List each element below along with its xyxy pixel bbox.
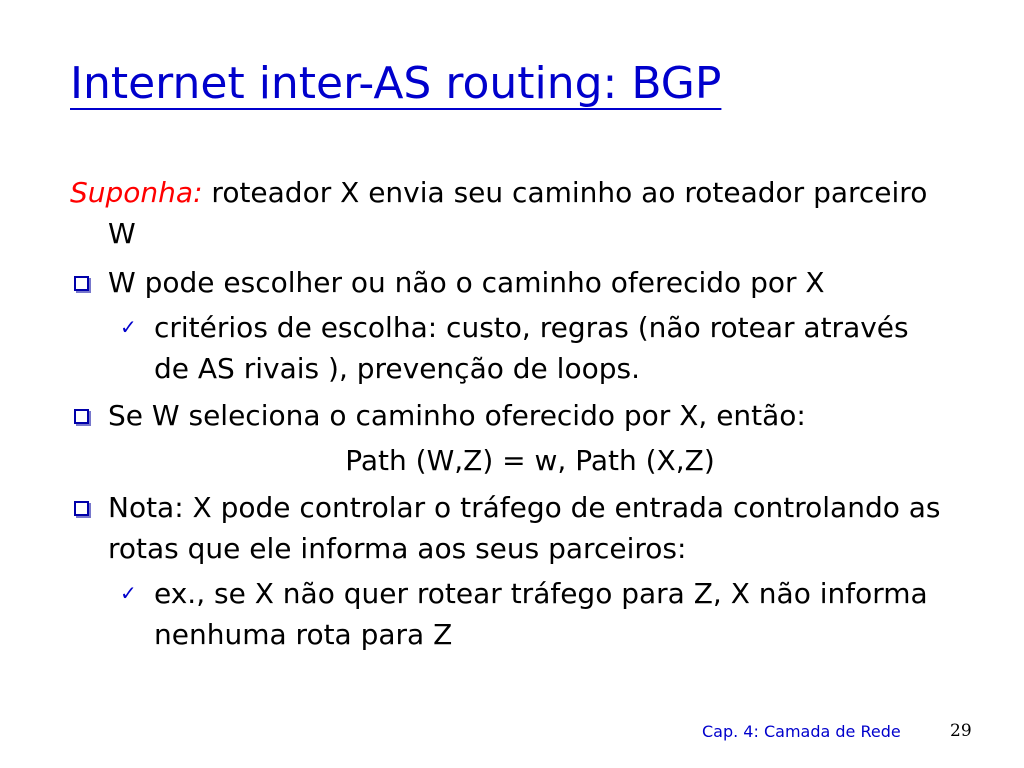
intro-text: roteador X envia seu caminho ao roteador parceiro W	[108, 176, 928, 250]
sub-bullet-item	[70, 573, 950, 655]
sub-bullet-text: ex., se X não quer rotear tráfego para Z, X não informa nenhuma rota para Z	[154, 577, 928, 651]
slide-title: Internet inter-AS routing: BGP	[70, 58, 722, 109]
square-bullet-icon	[74, 276, 89, 291]
checkmark-icon: ✓	[120, 315, 137, 339]
sub-bullet-text: critérios de escolha: custo, regras (não rotear através de AS rivais ), prevenção de loops.	[154, 311, 909, 385]
bullet-text: W pode escolher ou não o caminho oferecido por X	[108, 266, 825, 299]
bullet-item	[70, 262, 950, 303]
path-formula: Path (W,Z) = w, Path (X,Z)	[345, 444, 715, 477]
sub-bullet-item	[70, 307, 950, 389]
square-bullet-icon	[74, 501, 89, 516]
intro-highlight: Suponha:	[70, 176, 203, 209]
bullet-text: Nota: X pode controlar o tráfego de entrada controlando as rotas que ele informa aos seus parceiros:	[108, 491, 941, 565]
bullet-item	[70, 487, 950, 569]
intro-paragraph	[70, 172, 950, 254]
page-number: 29	[950, 721, 972, 741]
checkmark-icon: ✓	[120, 581, 137, 605]
bullet-item	[70, 395, 950, 436]
slide-body	[70, 172, 950, 661]
footer-label: Cap. 4: Camada de Rede	[702, 722, 901, 741]
bullet-text: Se W seleciona o caminho oferecido por X, então:	[108, 399, 806, 432]
square-bullet-icon	[74, 409, 89, 424]
